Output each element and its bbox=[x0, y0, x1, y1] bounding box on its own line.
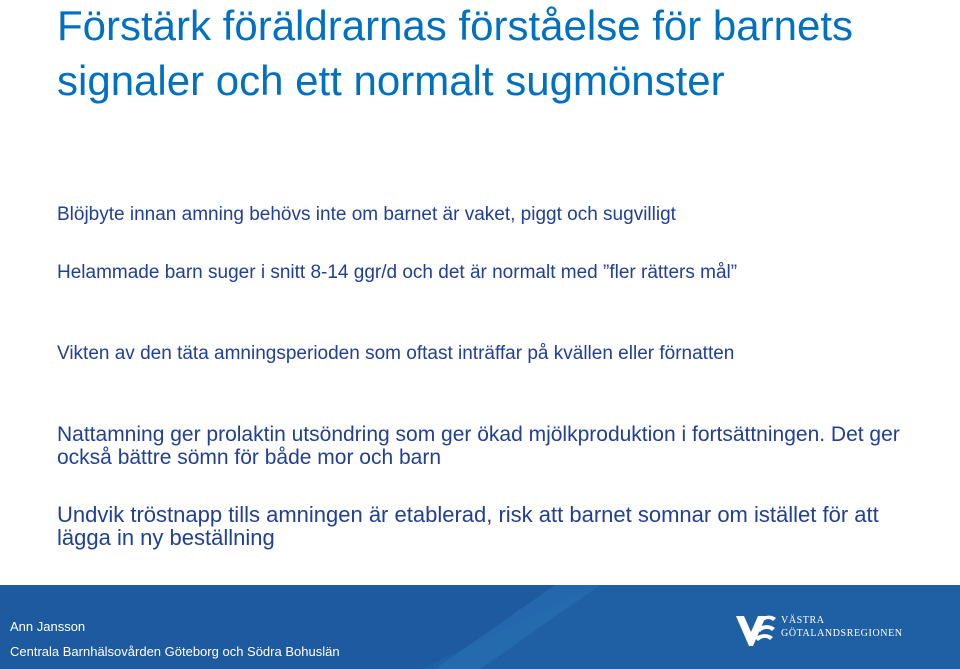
bullet-night-feeding: Nattamning ger prolaktin utsöndring som ger ökad mjölkproduktion i fortsättningen. Det ger också bättre sömn för både mor och barn bbox=[57, 423, 900, 469]
bullet-pacifier: Undvik tröstnapp tills amningen är etablerad, risk att barnet somnar om istället för att lägga in ny beställning bbox=[57, 502, 879, 550]
footer-author: Ann Jansson bbox=[10, 619, 86, 634]
bullet-diaper-change: Blöjbyte innan amning behövs inte om barnet är vaket, piggt och sugvilligt bbox=[57, 204, 676, 225]
vastra-gotalandsregionen-logo bbox=[735, 612, 925, 652]
bullet-cluster-feeding: Vikten av den täta amningsperioden som oftast inträffar på kvällen eller förnatten bbox=[57, 343, 735, 364]
logo-wordmark bbox=[781, 614, 931, 640]
footer-organization: Centrala Barnhälsovården Göteborg och Södra Bohuslän bbox=[10, 644, 340, 659]
bullet-feeding-frequency: Helammade barn suger i snitt 8-14 ggr/d och det är normalt med ”fler rätters mål” bbox=[57, 262, 738, 283]
logo-mark-icon bbox=[735, 612, 777, 650]
logo-line2: GÖTALANDSREGIONEN bbox=[781, 628, 903, 639]
footer-bar bbox=[0, 585, 960, 669]
logo-line1: VÄSTRA bbox=[781, 615, 825, 626]
slide-title: Förstärk föräldrarnas förståelse för barnets signaler och ett normalt sugmönster bbox=[57, 2, 853, 104]
